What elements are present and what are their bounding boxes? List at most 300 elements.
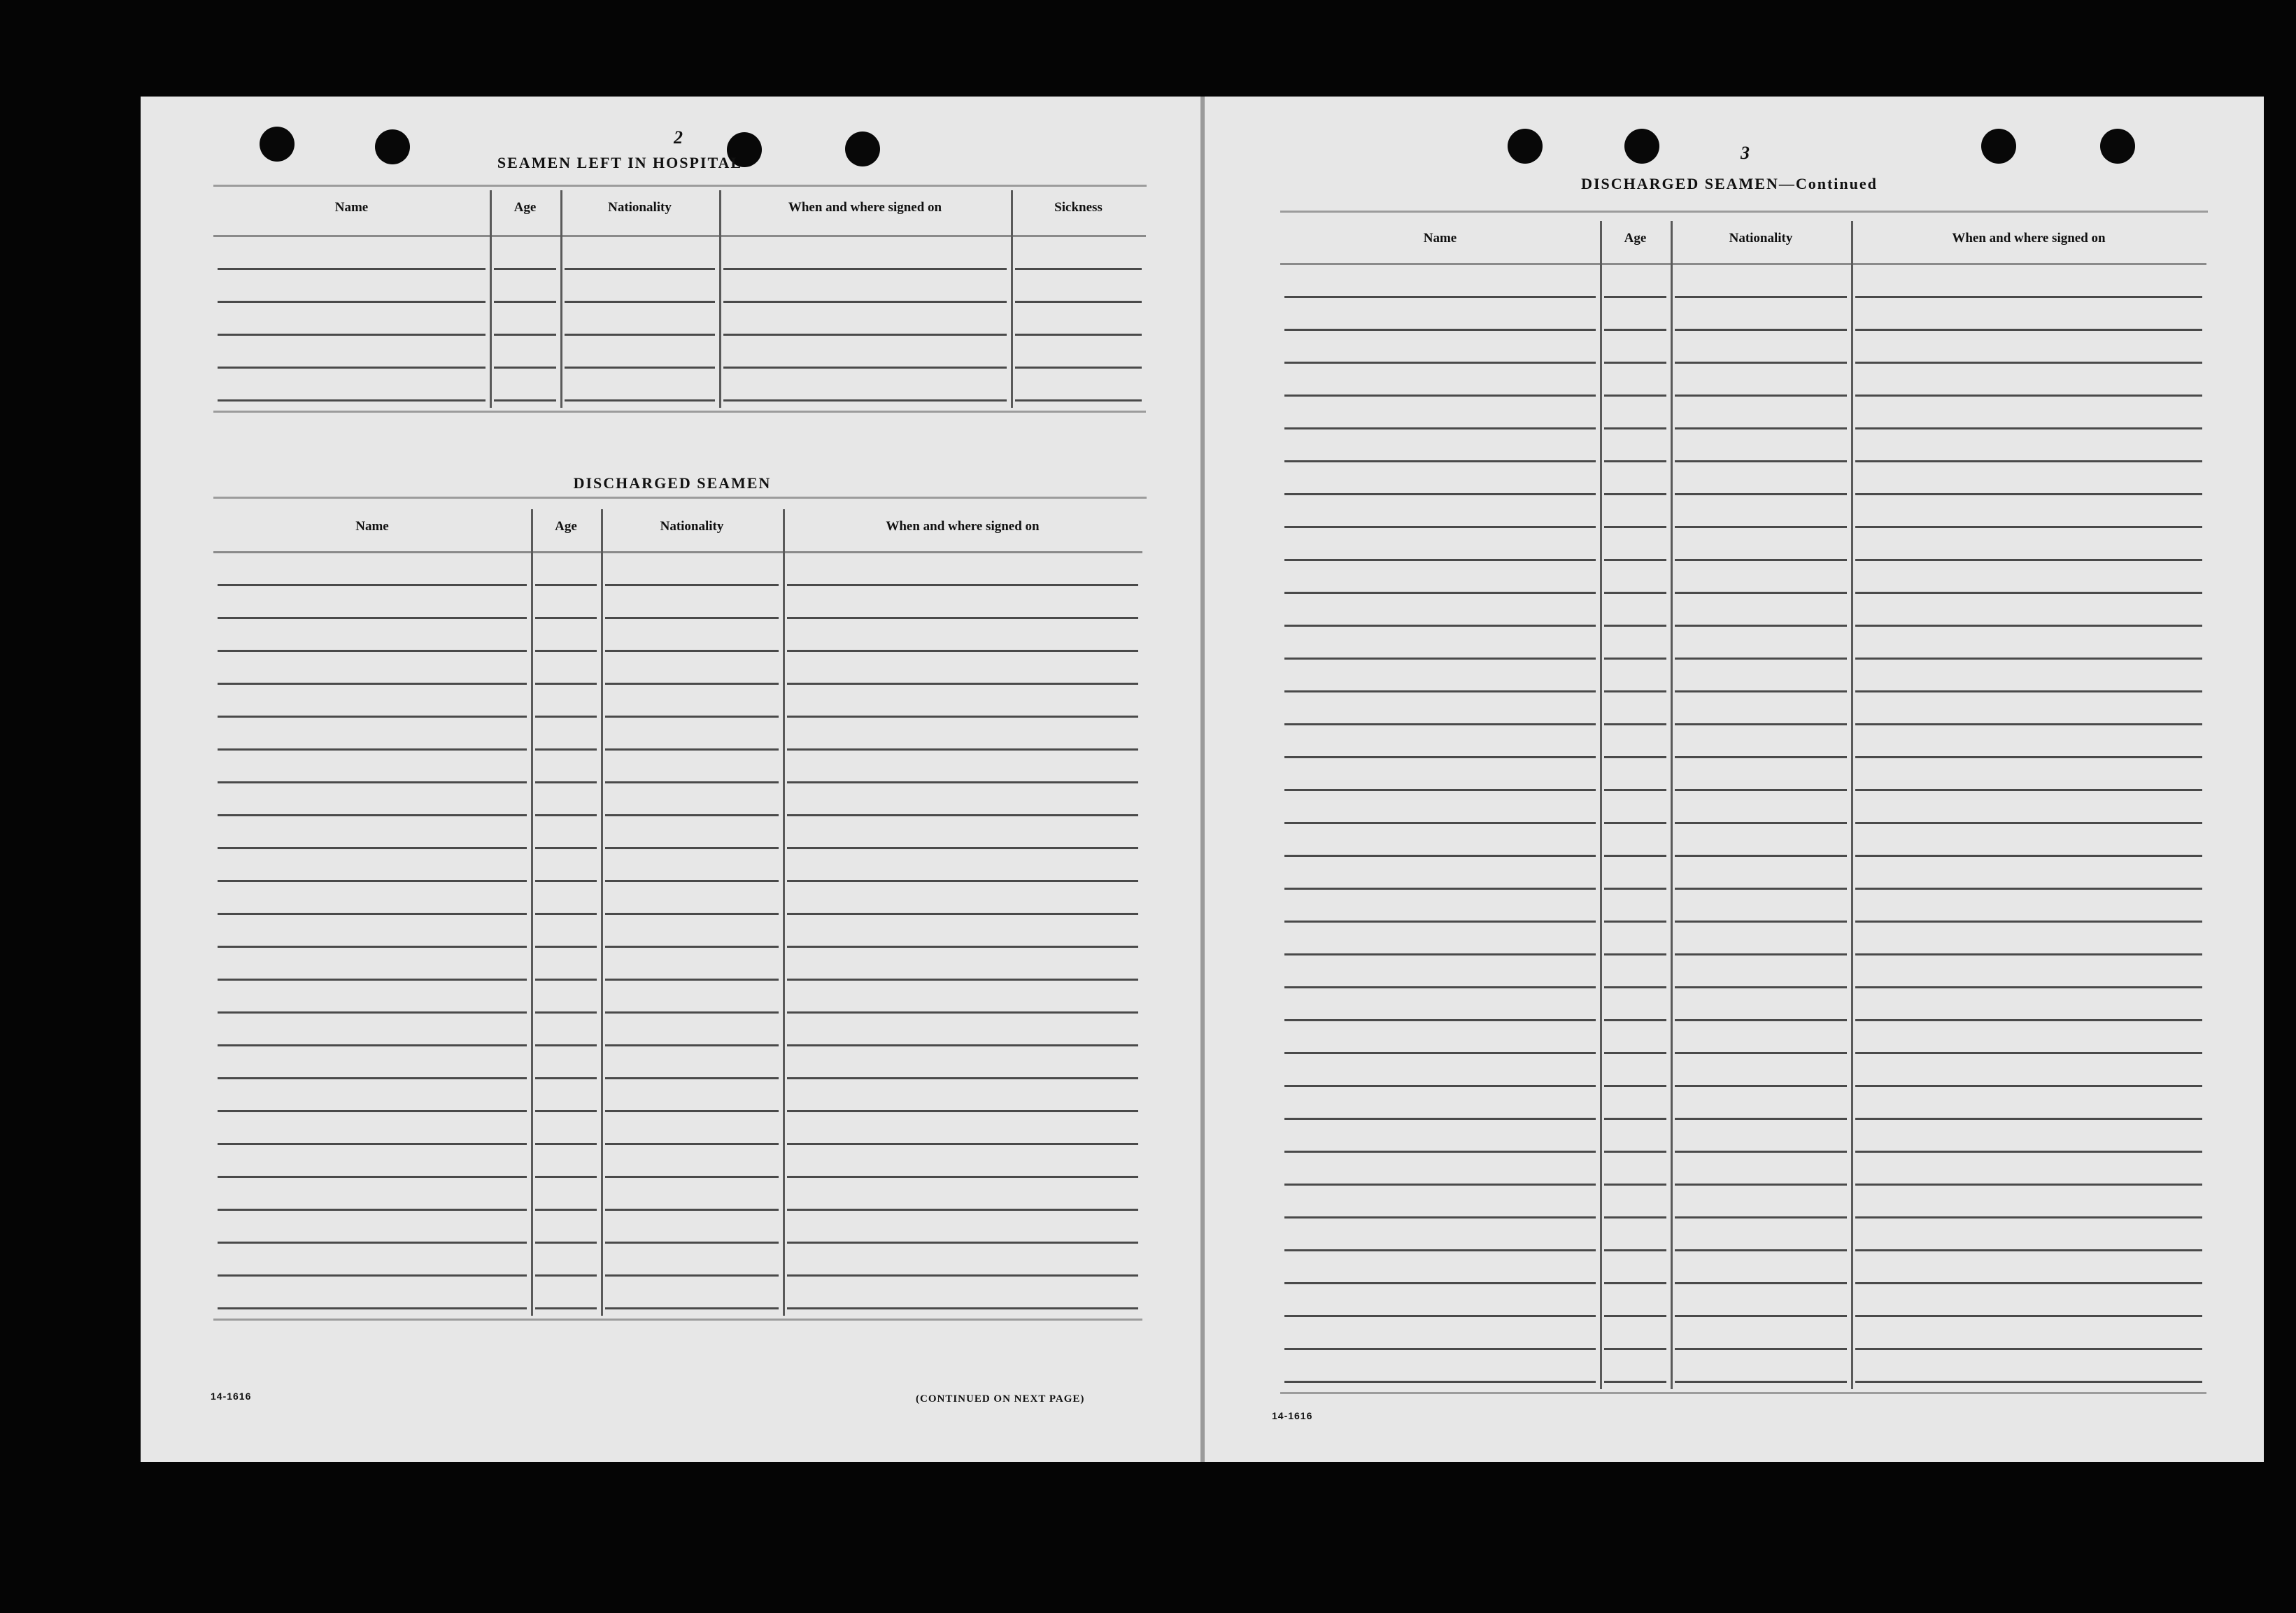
form-line[interactable] bbox=[1855, 953, 2202, 955]
form-line[interactable] bbox=[1284, 1249, 1596, 1251]
form-line[interactable] bbox=[1675, 296, 1847, 298]
form-line[interactable] bbox=[1855, 1151, 2202, 1153]
form-line[interactable] bbox=[1675, 460, 1847, 462]
form-line[interactable] bbox=[1855, 1085, 2202, 1087]
form-line[interactable] bbox=[218, 301, 486, 303]
form-line[interactable] bbox=[218, 367, 486, 369]
form-line[interactable] bbox=[1284, 953, 1596, 955]
form-line[interactable] bbox=[1604, 822, 1666, 824]
form-line[interactable] bbox=[1855, 1381, 2202, 1383]
form-line[interactable] bbox=[1675, 362, 1847, 364]
column-header-name: Name bbox=[334, 200, 369, 215]
form-line[interactable] bbox=[1284, 1118, 1596, 1120]
form-line[interactable] bbox=[1675, 658, 1847, 660]
column-header-nationality: Nationality bbox=[660, 519, 724, 534]
form-line[interactable] bbox=[1284, 493, 1596, 495]
form-line[interactable] bbox=[218, 584, 527, 586]
table-bottom-rule bbox=[213, 411, 1146, 413]
form-line[interactable] bbox=[787, 979, 1138, 981]
form-line[interactable] bbox=[605, 748, 779, 751]
form-line[interactable] bbox=[1284, 822, 1596, 824]
form-line[interactable] bbox=[1284, 427, 1596, 429]
form-line[interactable] bbox=[218, 617, 527, 619]
form-line[interactable] bbox=[1675, 625, 1847, 627]
form-line[interactable] bbox=[787, 748, 1138, 751]
form-line[interactable] bbox=[787, 847, 1138, 849]
form-line[interactable] bbox=[605, 847, 779, 849]
form-line[interactable] bbox=[605, 814, 779, 816]
form-line[interactable] bbox=[1604, 1019, 1666, 1021]
form-line[interactable] bbox=[1855, 690, 2202, 692]
form-line[interactable] bbox=[1675, 953, 1847, 955]
form-line[interactable] bbox=[535, 1143, 597, 1145]
discharged-section-title: DISCHARGED SEAMEN bbox=[573, 474, 772, 492]
form-line[interactable] bbox=[1284, 1019, 1596, 1021]
form-line[interactable] bbox=[1604, 493, 1666, 495]
form-line[interactable] bbox=[1604, 1249, 1666, 1251]
form-line[interactable] bbox=[787, 913, 1138, 915]
column-header-age: Age bbox=[555, 519, 577, 534]
form-line[interactable] bbox=[218, 650, 527, 652]
form-line[interactable] bbox=[494, 301, 556, 303]
form-line[interactable] bbox=[1675, 395, 1847, 397]
form-line[interactable] bbox=[1675, 690, 1847, 692]
form-line[interactable] bbox=[1604, 1118, 1666, 1120]
form-line[interactable] bbox=[1284, 395, 1596, 397]
column-header-age: Age bbox=[1624, 231, 1647, 246]
form-line[interactable] bbox=[535, 814, 597, 816]
form-line[interactable] bbox=[1284, 855, 1596, 857]
form-line[interactable] bbox=[1675, 329, 1847, 331]
header-underline bbox=[1280, 263, 2206, 265]
form-line[interactable] bbox=[565, 367, 715, 369]
form-line[interactable] bbox=[1604, 1348, 1666, 1350]
form-line[interactable] bbox=[605, 650, 779, 652]
form-line[interactable] bbox=[605, 979, 779, 981]
form-line[interactable] bbox=[723, 268, 1007, 270]
header-underline bbox=[213, 235, 1146, 237]
column-header-when-and-where-signed-on: When and where signed on bbox=[886, 519, 1040, 534]
form-line[interactable] bbox=[1855, 395, 2202, 397]
form-line[interactable] bbox=[1604, 1282, 1666, 1284]
form-line[interactable] bbox=[1604, 362, 1666, 364]
form-line[interactable] bbox=[535, 1209, 597, 1211]
form-line[interactable] bbox=[605, 617, 779, 619]
form-line[interactable] bbox=[218, 880, 527, 882]
form-line[interactable] bbox=[1855, 329, 2202, 331]
form-line[interactable] bbox=[1284, 690, 1596, 692]
form-line[interactable] bbox=[1284, 1315, 1596, 1317]
form-line[interactable] bbox=[1855, 888, 2202, 890]
form-line[interactable] bbox=[494, 367, 556, 369]
form-line[interactable] bbox=[1284, 559, 1596, 561]
form-line[interactable] bbox=[218, 748, 527, 751]
form-line[interactable] bbox=[1855, 1249, 2202, 1251]
form-line[interactable] bbox=[535, 650, 597, 652]
form-line[interactable] bbox=[1015, 268, 1142, 270]
header-underline bbox=[213, 551, 1142, 553]
form-line[interactable] bbox=[218, 716, 527, 718]
form-line[interactable] bbox=[1675, 1381, 1847, 1383]
form-line[interactable] bbox=[787, 1044, 1138, 1046]
left-page bbox=[141, 97, 1200, 1462]
column-separator bbox=[1671, 221, 1673, 1389]
form-line[interactable] bbox=[1604, 1085, 1666, 1087]
form-line[interactable] bbox=[723, 367, 1007, 369]
form-line[interactable] bbox=[565, 268, 715, 270]
form-line[interactable] bbox=[605, 1110, 779, 1112]
form-line[interactable] bbox=[1855, 460, 2202, 462]
form-line[interactable] bbox=[535, 1044, 597, 1046]
form-line[interactable] bbox=[605, 1307, 779, 1309]
form-line[interactable] bbox=[787, 1143, 1138, 1145]
form-line[interactable] bbox=[1604, 986, 1666, 988]
column-separator bbox=[490, 190, 492, 408]
form-line[interactable] bbox=[535, 748, 597, 751]
form-line[interactable] bbox=[605, 1176, 779, 1178]
column-separator bbox=[719, 190, 721, 408]
form-line[interactable] bbox=[605, 683, 779, 685]
form-line[interactable] bbox=[1604, 1184, 1666, 1186]
form-line[interactable] bbox=[1604, 329, 1666, 331]
form-line[interactable] bbox=[1604, 789, 1666, 791]
form-line[interactable] bbox=[218, 1274, 527, 1277]
form-line[interactable] bbox=[565, 301, 715, 303]
form-line[interactable] bbox=[1604, 1151, 1666, 1153]
form-line[interactable] bbox=[1675, 1216, 1847, 1218]
form-line[interactable] bbox=[1015, 301, 1142, 303]
form-line[interactable] bbox=[1855, 1052, 2202, 1054]
form-line[interactable] bbox=[1675, 1118, 1847, 1120]
punch-hole-icon bbox=[2100, 129, 2135, 164]
form-line[interactable] bbox=[1604, 625, 1666, 627]
column-header-age: Age bbox=[513, 200, 537, 215]
form-line[interactable] bbox=[1284, 1184, 1596, 1186]
form-line[interactable] bbox=[1604, 1216, 1666, 1218]
form-line[interactable] bbox=[1284, 986, 1596, 988]
form-line[interactable] bbox=[1675, 1348, 1847, 1350]
form-line[interactable] bbox=[218, 913, 527, 915]
punch-hole-icon bbox=[1981, 129, 2016, 164]
form-line[interactable] bbox=[218, 1011, 527, 1014]
form-line[interactable] bbox=[535, 946, 597, 948]
form-line[interactable] bbox=[1675, 493, 1847, 495]
form-line[interactable] bbox=[218, 1110, 527, 1112]
form-line[interactable] bbox=[1284, 526, 1596, 528]
form-line[interactable] bbox=[605, 1209, 779, 1211]
form-line[interactable] bbox=[1855, 1282, 2202, 1284]
discharged-continued-title: DISCHARGED SEAMEN—Continued bbox=[1581, 175, 1878, 192]
form-line[interactable] bbox=[1675, 986, 1847, 988]
form-line[interactable] bbox=[1284, 888, 1596, 890]
form-line[interactable] bbox=[1284, 625, 1596, 627]
form-line[interactable] bbox=[1675, 592, 1847, 594]
form-line[interactable] bbox=[1604, 427, 1666, 429]
form-line[interactable] bbox=[1855, 789, 2202, 791]
section-rule bbox=[213, 185, 1147, 187]
form-line[interactable] bbox=[535, 1274, 597, 1277]
form-line[interactable] bbox=[1284, 1151, 1596, 1153]
form-line[interactable] bbox=[1675, 855, 1847, 857]
column-separator bbox=[783, 509, 785, 1316]
form-line[interactable] bbox=[1855, 427, 2202, 429]
form-line[interactable] bbox=[1855, 1118, 2202, 1120]
form-line[interactable] bbox=[787, 1209, 1138, 1211]
form-line[interactable] bbox=[787, 1176, 1138, 1178]
form-line[interactable] bbox=[1855, 658, 2202, 660]
form-line[interactable] bbox=[723, 301, 1007, 303]
column-header-sickness: Sickness bbox=[1054, 200, 1103, 215]
form-line[interactable] bbox=[605, 1044, 779, 1046]
form-line[interactable] bbox=[1604, 460, 1666, 462]
form-line[interactable] bbox=[1675, 789, 1847, 791]
punch-hole-icon bbox=[845, 132, 880, 166]
form-line[interactable] bbox=[1604, 1052, 1666, 1054]
form-line[interactable] bbox=[1675, 526, 1847, 528]
page-number: 3 bbox=[1741, 143, 1750, 163]
column-separator bbox=[531, 509, 533, 1316]
form-line[interactable] bbox=[605, 913, 779, 915]
form-line[interactable] bbox=[565, 399, 715, 402]
column-header-nationality: Nationality bbox=[1729, 231, 1793, 246]
form-line[interactable] bbox=[605, 946, 779, 948]
column-header-name: Name bbox=[355, 519, 389, 534]
form-line[interactable] bbox=[535, 847, 597, 849]
punch-hole-icon bbox=[1624, 129, 1659, 164]
form-line[interactable] bbox=[1284, 1381, 1596, 1383]
form-line[interactable] bbox=[1284, 1282, 1596, 1284]
form-line[interactable] bbox=[218, 399, 486, 402]
form-line[interactable] bbox=[535, 880, 597, 882]
form-line[interactable] bbox=[1604, 756, 1666, 758]
form-line[interactable] bbox=[535, 683, 597, 685]
form-line[interactable] bbox=[1284, 296, 1596, 298]
form-line[interactable] bbox=[1015, 367, 1142, 369]
form-line[interactable] bbox=[535, 617, 597, 619]
hospital-section-title: SEAMEN LEFT IN HOSPITAL bbox=[497, 154, 743, 171]
page-number: 2 bbox=[674, 127, 683, 148]
form-line[interactable] bbox=[1284, 756, 1596, 758]
form-line[interactable] bbox=[535, 1077, 597, 1079]
form-line[interactable] bbox=[787, 683, 1138, 685]
form-line[interactable] bbox=[787, 650, 1138, 652]
form-line[interactable] bbox=[1604, 658, 1666, 660]
form-line[interactable] bbox=[605, 1077, 779, 1079]
form-line[interactable] bbox=[1604, 296, 1666, 298]
form-line[interactable] bbox=[1855, 921, 2202, 923]
form-line[interactable] bbox=[1604, 888, 1666, 890]
form-line[interactable] bbox=[787, 880, 1138, 882]
form-line[interactable] bbox=[787, 781, 1138, 783]
form-line[interactable] bbox=[218, 1307, 527, 1309]
column-separator bbox=[601, 509, 603, 1316]
form-line[interactable] bbox=[1604, 526, 1666, 528]
column-header-name: Name bbox=[1423, 231, 1457, 246]
section-rule bbox=[1280, 211, 2208, 213]
form-line[interactable] bbox=[1604, 690, 1666, 692]
form-line[interactable] bbox=[218, 268, 486, 270]
form-line[interactable] bbox=[218, 847, 527, 849]
form-line[interactable] bbox=[1855, 1184, 2202, 1186]
form-line[interactable] bbox=[1284, 1085, 1596, 1087]
form-line[interactable] bbox=[218, 1242, 527, 1244]
form-line[interactable] bbox=[787, 946, 1138, 948]
form-line[interactable] bbox=[1675, 1019, 1847, 1021]
form-line[interactable] bbox=[1284, 789, 1596, 791]
form-line[interactable] bbox=[1604, 723, 1666, 725]
form-line[interactable] bbox=[535, 1307, 597, 1309]
form-line[interactable] bbox=[494, 399, 556, 402]
form-line[interactable] bbox=[1675, 921, 1847, 923]
column-header-nationality: Nationality bbox=[608, 200, 672, 215]
form-line[interactable] bbox=[1675, 427, 1847, 429]
form-line[interactable] bbox=[218, 1044, 527, 1046]
form-line[interactable] bbox=[218, 1176, 527, 1178]
table-bottom-rule bbox=[213, 1319, 1142, 1321]
form-line[interactable] bbox=[1675, 1085, 1847, 1087]
continued-note: (CONTINUED ON NEXT PAGE) bbox=[916, 1393, 1085, 1405]
form-line[interactable] bbox=[1855, 1348, 2202, 1350]
form-line[interactable] bbox=[787, 1307, 1138, 1309]
column-header-when-and-where-signed-on: When and where signed on bbox=[788, 200, 942, 215]
form-line[interactable] bbox=[1855, 362, 2202, 364]
form-line[interactable] bbox=[1675, 723, 1847, 725]
form-line[interactable] bbox=[535, 1176, 597, 1178]
form-line[interactable] bbox=[494, 268, 556, 270]
form-line[interactable] bbox=[787, 716, 1138, 718]
form-line[interactable] bbox=[1284, 1216, 1596, 1218]
form-line[interactable] bbox=[1284, 362, 1596, 364]
form-line[interactable] bbox=[723, 399, 1007, 402]
form-line[interactable] bbox=[1675, 559, 1847, 561]
form-line[interactable] bbox=[1284, 723, 1596, 725]
form-line[interactable] bbox=[565, 334, 715, 336]
form-line[interactable] bbox=[1855, 1216, 2202, 1218]
form-line[interactable] bbox=[535, 913, 597, 915]
form-line[interactable] bbox=[787, 1274, 1138, 1277]
form-line[interactable] bbox=[1855, 1019, 2202, 1021]
form-line[interactable] bbox=[605, 716, 779, 718]
form-line[interactable] bbox=[605, 1143, 779, 1145]
form-line[interactable] bbox=[1855, 822, 2202, 824]
form-line[interactable] bbox=[535, 781, 597, 783]
section-rule bbox=[213, 497, 1147, 499]
form-line[interactable] bbox=[1015, 399, 1142, 402]
form-line[interactable] bbox=[605, 584, 779, 586]
form-line[interactable] bbox=[1604, 921, 1666, 923]
column-separator bbox=[1600, 221, 1602, 1389]
form-line[interactable] bbox=[1855, 756, 2202, 758]
form-line[interactable] bbox=[787, 1242, 1138, 1244]
column-separator bbox=[1851, 221, 1853, 1389]
punch-hole-icon bbox=[375, 129, 410, 164]
form-line[interactable] bbox=[787, 814, 1138, 816]
form-line[interactable] bbox=[787, 1077, 1138, 1079]
form-line[interactable] bbox=[1855, 296, 2202, 298]
form-line[interactable] bbox=[787, 1011, 1138, 1014]
column-header-when-and-where-signed-on: When and where signed on bbox=[1952, 231, 2106, 246]
punch-hole-icon bbox=[1508, 129, 1543, 164]
form-number: 14-1616 bbox=[1272, 1410, 1313, 1421]
form-line[interactable] bbox=[1675, 756, 1847, 758]
form-line[interactable] bbox=[1675, 822, 1847, 824]
form-line[interactable] bbox=[218, 979, 527, 981]
form-line[interactable] bbox=[1675, 1282, 1847, 1284]
form-line[interactable] bbox=[1675, 1184, 1847, 1186]
form-line[interactable] bbox=[1604, 592, 1666, 594]
form-line[interactable] bbox=[1284, 329, 1596, 331]
form-line[interactable] bbox=[1855, 559, 2202, 561]
form-line[interactable] bbox=[787, 584, 1138, 586]
form-line[interactable] bbox=[1675, 1151, 1847, 1153]
form-line[interactable] bbox=[1855, 855, 2202, 857]
right-page bbox=[1205, 97, 2264, 1462]
form-line[interactable] bbox=[1284, 1052, 1596, 1054]
form-line[interactable] bbox=[1604, 1315, 1666, 1317]
form-line[interactable] bbox=[218, 946, 527, 948]
form-line[interactable] bbox=[1855, 592, 2202, 594]
form-line[interactable] bbox=[535, 716, 597, 718]
form-line[interactable] bbox=[218, 1143, 527, 1145]
form-line[interactable] bbox=[1604, 953, 1666, 955]
form-line[interactable] bbox=[787, 617, 1138, 619]
form-line[interactable] bbox=[1855, 625, 2202, 627]
form-line[interactable] bbox=[1284, 658, 1596, 660]
form-line[interactable] bbox=[1284, 592, 1596, 594]
form-line[interactable] bbox=[218, 683, 527, 685]
column-separator bbox=[1011, 190, 1013, 408]
form-line[interactable] bbox=[1855, 526, 2202, 528]
form-line[interactable] bbox=[605, 880, 779, 882]
form-line[interactable] bbox=[1604, 559, 1666, 561]
form-line[interactable] bbox=[723, 334, 1007, 336]
form-line[interactable] bbox=[218, 814, 527, 816]
form-line[interactable] bbox=[1604, 855, 1666, 857]
form-line[interactable] bbox=[1284, 921, 1596, 923]
form-line[interactable] bbox=[218, 334, 486, 336]
form-line[interactable] bbox=[1855, 723, 2202, 725]
form-line[interactable] bbox=[218, 781, 527, 783]
form-line[interactable] bbox=[535, 1011, 597, 1014]
form-line[interactable] bbox=[1604, 395, 1666, 397]
form-line[interactable] bbox=[605, 1011, 779, 1014]
form-line[interactable] bbox=[1675, 1249, 1847, 1251]
form-line[interactable] bbox=[535, 1110, 597, 1112]
form-line[interactable] bbox=[1604, 1381, 1666, 1383]
form-line[interactable] bbox=[1675, 1315, 1847, 1317]
form-line[interactable] bbox=[1284, 460, 1596, 462]
form-line[interactable] bbox=[1284, 1348, 1596, 1350]
form-line[interactable] bbox=[1855, 493, 2202, 495]
form-line[interactable] bbox=[605, 1242, 779, 1244]
form-line[interactable] bbox=[605, 781, 779, 783]
form-line[interactable] bbox=[218, 1077, 527, 1079]
form-line[interactable] bbox=[1855, 986, 2202, 988]
form-line[interactable] bbox=[1675, 1052, 1847, 1054]
form-line[interactable] bbox=[535, 1242, 597, 1244]
form-line[interactable] bbox=[605, 1274, 779, 1277]
form-line[interactable] bbox=[1015, 334, 1142, 336]
form-line[interactable] bbox=[535, 584, 597, 586]
form-line[interactable] bbox=[218, 1209, 527, 1211]
form-line[interactable] bbox=[535, 979, 597, 981]
form-line[interactable] bbox=[1855, 1315, 2202, 1317]
form-line[interactable] bbox=[1675, 888, 1847, 890]
column-separator bbox=[560, 190, 562, 408]
form-line[interactable] bbox=[787, 1110, 1138, 1112]
table-bottom-rule bbox=[1280, 1392, 2206, 1394]
form-line[interactable] bbox=[494, 334, 556, 336]
